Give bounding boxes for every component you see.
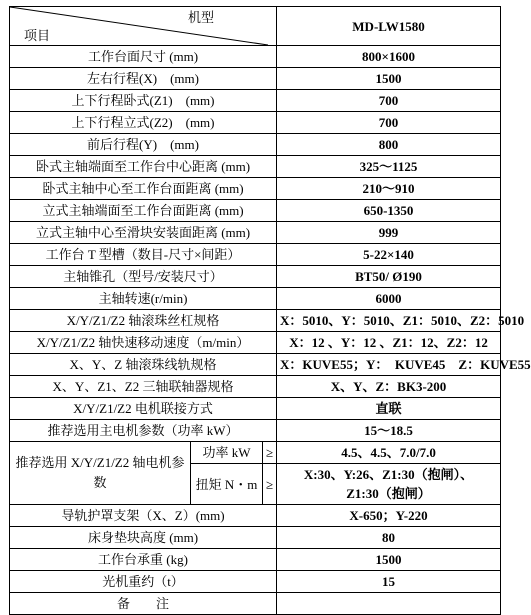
header-model-label: 机型 xyxy=(188,10,215,25)
spec-label: X、Y、Z1、Z2 三轴联轴器规格 xyxy=(10,376,277,398)
spec-label: 左右行程(X) (mm) xyxy=(10,68,277,90)
spec-row xyxy=(10,68,501,90)
spec-label: 立式主轴中心至滑块安装面距离 (mm) xyxy=(10,222,277,244)
spec-label: 工作台承重 (kg) xyxy=(10,549,277,571)
spec-row xyxy=(10,90,501,112)
motor-power-value: 4.5、4.5、7.0/7.0 xyxy=(277,442,501,464)
spec-row xyxy=(10,527,501,549)
spec-label: X/Y/Z1/Z2 电机联接方式 xyxy=(10,398,277,420)
spec-label: 卧式主轴端面至工作台中心距离 (mm) xyxy=(10,156,277,178)
spec-value xyxy=(277,593,501,615)
spec-value: 800 xyxy=(277,134,501,156)
spec-label: 工作台面尺寸 (mm) xyxy=(10,46,277,68)
spec-row xyxy=(10,200,501,222)
spec-value: 700 xyxy=(277,90,501,112)
spec-row xyxy=(10,505,501,527)
spec-row xyxy=(10,593,501,615)
spec-label: 卧式主轴中心至工作台面距离 (mm) xyxy=(10,178,277,200)
motor-power-row xyxy=(10,442,501,464)
motor-torque-symbol: ≥ xyxy=(263,464,277,505)
spec-row xyxy=(10,288,501,310)
spec-value: X：KUVE55；Y： KUVE45 Z：KUVE55 xyxy=(277,354,501,376)
spec-value: 15 xyxy=(277,571,501,593)
spec-table xyxy=(9,6,531,615)
spec-row xyxy=(10,354,501,376)
spec-row xyxy=(10,222,501,244)
spec-label: 床身垫块高度 (mm) xyxy=(10,527,277,549)
spec-value: X：5010、Y：5010、Z1：5010、Z2：5010 xyxy=(277,310,501,332)
spec-row xyxy=(10,156,501,178)
spec-row xyxy=(10,571,501,593)
spec-value: BT50/ Ø190 xyxy=(277,266,501,288)
spec-row xyxy=(10,420,501,442)
spec-value: 1500 xyxy=(277,549,501,571)
spec-value: X、Y、Z：BK3-200 xyxy=(277,376,501,398)
spec-label: X、Y、Z 轴滚珠线轨规格 xyxy=(10,354,277,376)
spec-row xyxy=(10,46,501,68)
model-name: MD-LW1580 xyxy=(277,7,501,46)
spec-label: 推荐选用主电机参数（功率 kW） xyxy=(10,420,277,442)
spec-value: 6000 xyxy=(277,288,501,310)
spec-row xyxy=(10,266,501,288)
spec-value: 650-1350 xyxy=(277,200,501,222)
motor-torque-label: 扭矩 N・m xyxy=(191,464,263,505)
spec-label: 备 注 xyxy=(10,593,277,615)
spec-label: 导轨护罩支架（X、Z）(mm) xyxy=(10,505,277,527)
spec-row xyxy=(10,244,501,266)
spec-label: 上下行程立式(Z2) (mm) xyxy=(10,112,277,134)
spec-value: 80 xyxy=(277,527,501,549)
spec-value: X：12 、Y：12 、Z1：12、Z2：12 xyxy=(277,332,501,354)
spec-value: 15～18.5 xyxy=(277,420,501,442)
header-diagonal-cell xyxy=(10,7,277,46)
header-row xyxy=(10,7,501,46)
spec-row xyxy=(10,398,501,420)
spec-label: 主轴锥孔（型号/安装尺寸） xyxy=(10,266,277,288)
spec-value: 325～1125 xyxy=(277,156,501,178)
spec-row xyxy=(10,134,501,156)
spec-value: 1500 xyxy=(277,68,501,90)
spec-row xyxy=(10,178,501,200)
spec-row xyxy=(10,332,501,354)
spec-value: 210～910 xyxy=(277,178,501,200)
spec-label: X/Y/Z1/Z2 轴快速移动速度（m/min） xyxy=(10,332,277,354)
spec-label: X/Y/Z1/Z2 轴滚珠丝杠规格 xyxy=(10,310,277,332)
spec-label: 立式主轴端面至工作台面距离 (mm) xyxy=(10,200,277,222)
motor-power-symbol: ≥ xyxy=(263,442,277,464)
motor-param-label: 推荐选用 X/Y/Z1/Z2 轴电机参数 xyxy=(10,442,191,505)
spec-value: 800×1600 xyxy=(277,46,501,68)
spec-label: 主轴转速(r/min) xyxy=(10,288,277,310)
spec-label: 光机重约（t） xyxy=(10,571,277,593)
motor-torque-line2: Z1:30（抱闸） xyxy=(346,486,431,501)
spec-row xyxy=(10,549,501,571)
spec-row xyxy=(10,376,501,398)
spec-value: X-650；Y-220 xyxy=(277,505,501,527)
header-item-label: 项目 xyxy=(24,28,51,43)
spec-value: 5-22×140 xyxy=(277,244,501,266)
spec-row xyxy=(10,112,501,134)
motor-torque-line1: X:30、Y:26、Z1:30（抱闸）、 xyxy=(303,467,474,482)
spec-label: 工作台 T 型槽（数目-尺寸×间距） xyxy=(10,244,277,266)
spec-row xyxy=(10,310,501,332)
spec-label: 上下行程卧式(Z1) (mm) xyxy=(10,90,277,112)
spec-value: 700 xyxy=(277,112,501,134)
motor-torque-value xyxy=(277,464,501,505)
spec-value: 999 xyxy=(277,222,501,244)
spec-value: 直联 xyxy=(277,398,501,420)
spec-label: 前后行程(Y) (mm) xyxy=(10,134,277,156)
motor-power-label: 功率 kW xyxy=(191,442,263,464)
